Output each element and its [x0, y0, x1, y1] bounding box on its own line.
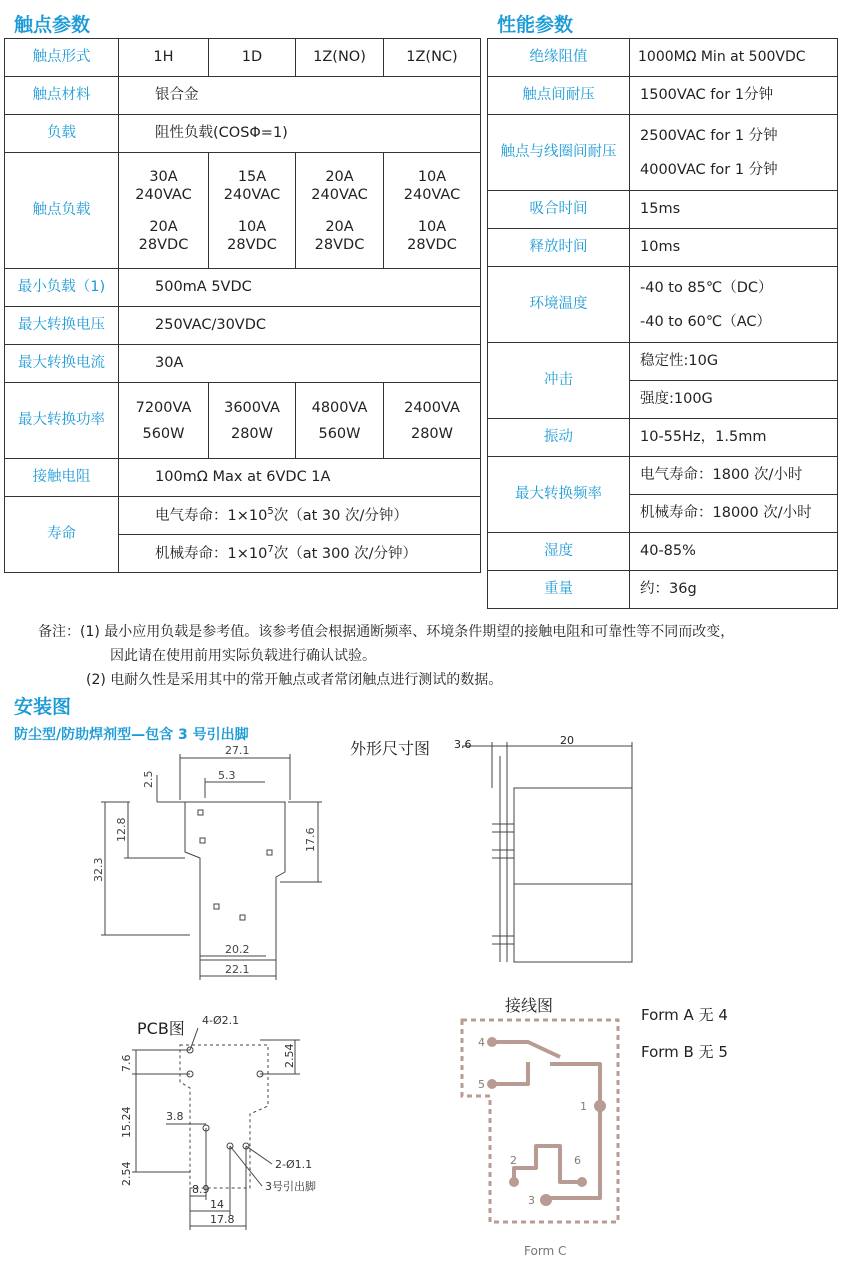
max-current-label: 最大转换电流 [5, 345, 119, 383]
temperature-line: -40 to 60℃（AC） [640, 313, 771, 330]
temperature-line: -40 to 85℃（DC） [640, 279, 773, 296]
dim-17-6: 17.6 [304, 827, 317, 852]
pin-6-label: 6 [574, 1154, 581, 1167]
coil-withstand-line: 2500VAC for 1 分钟 [640, 127, 778, 144]
max-power-va: 4800VA [311, 399, 368, 416]
form-a-note: Form A 无 4 [641, 1006, 728, 1024]
dim-8-9: 8.9 [192, 1183, 210, 1196]
table-row [5, 39, 481, 77]
max-current-value: 30A [119, 345, 481, 383]
table-row [5, 115, 481, 153]
dim-2-54-b: 2.54 [120, 1161, 133, 1186]
contact-load-voltage: 240VAC [403, 186, 461, 203]
contact-load-cell [296, 153, 384, 269]
temperature-value [630, 267, 838, 343]
pin-4-pad [487, 1037, 497, 1047]
pin-4-label: 4 [478, 1036, 485, 1049]
outline-title: 外形尺寸图 [350, 739, 431, 758]
dim-32-3: 32.3 [92, 857, 105, 882]
contact-load-current: 10A [237, 218, 267, 235]
contact-load-voltage: 28VDC [227, 236, 277, 253]
max-power-w: 560W [142, 425, 185, 442]
contact-form-value: 1Z(NO) [296, 39, 384, 77]
max-voltage-value: 250VAC/30VDC [119, 307, 481, 345]
pcb-title: PCB图 [137, 1019, 185, 1038]
coil-withstand-value [630, 115, 838, 191]
contact-resistance-value: 100mΩ Max at 6VDC 1A [119, 459, 481, 497]
max-power-va: 2400VA [404, 399, 460, 416]
max-power-va: 7200VA [135, 399, 192, 416]
life-label: 寿命 [5, 497, 119, 573]
max-power-va: 3600VA [224, 399, 280, 416]
pcb-outline [180, 1045, 268, 1188]
contact-resistance-label: 接触电阻 [5, 459, 119, 497]
coil-withstand-line: 4000VAC for 1 分钟 [640, 161, 778, 178]
pin-2-pad [509, 1177, 519, 1187]
contact-load-label: 触点负载 [5, 153, 119, 269]
shock-stability-value: 稳定性:10G [630, 343, 838, 381]
max-power-cell [119, 383, 209, 459]
humidity-value: 40-85% [630, 533, 838, 571]
load-label: 负载 [5, 115, 119, 153]
table-row [488, 533, 838, 571]
pin-1-label: 1 [580, 1100, 587, 1113]
dim-20-2: 20.2 [225, 943, 250, 956]
shock-label: 冲击 [488, 343, 630, 419]
table-row [5, 269, 481, 307]
wiring-outline [462, 1020, 618, 1222]
note-line-3: (2) 电耐久性是采用其中的常开触点或者常闭触点进行测试的数据。 [86, 672, 503, 688]
contact-load-current: 10A [417, 168, 447, 185]
table-row [488, 343, 838, 381]
pin-6-pad [577, 1177, 587, 1187]
dim-3-6: 3.6 [454, 738, 472, 751]
electrical-life-value [119, 497, 481, 535]
table-row [5, 497, 481, 535]
temperature-label: 环境温度 [488, 267, 630, 343]
dim-14: 14 [210, 1198, 224, 1211]
contact-load-voltage: 240VAC [135, 186, 192, 203]
contact-form-value: 1H [119, 39, 209, 77]
max-power-w: 280W [410, 425, 453, 442]
dim-17-8: 17.8 [210, 1213, 235, 1226]
insulation-label: 绝缘阻值 [488, 39, 630, 77]
release-time-value: 10ms [630, 229, 838, 267]
table-row [5, 77, 481, 115]
contact-load-voltage: 240VAC [223, 186, 281, 203]
operate-time-value: 15ms [630, 191, 838, 229]
max-power-w: 560W [318, 425, 361, 442]
table-row [5, 383, 481, 459]
electrical-life-prefix: 电气寿命：1×10 [155, 507, 268, 524]
note-line-2: 因此请在使用前用实际负载进行确认试验。 [110, 648, 376, 664]
contact-load-voltage: 28VDC [314, 236, 365, 253]
table-row [488, 571, 838, 609]
mechanical-life-value [119, 535, 481, 573]
dim-7-6: 7.6 [120, 1054, 133, 1072]
operate-time-label: 吸合时间 [488, 191, 630, 229]
table-row [488, 229, 838, 267]
max-power-cell [209, 383, 296, 459]
note-line-1: 备注：(1) 最小应用负载是参考值。该参考值会根据通断频率、环境条件期望的接触电阻和可靠性等不同而改变， [38, 624, 735, 640]
form-b-note: Form B 无 5 [641, 1043, 728, 1061]
shock-strength-value: 强度:100G [630, 381, 838, 419]
dim-12-8: 12.8 [115, 817, 128, 842]
performance-section-title: 性能参数 [497, 14, 574, 36]
performance-params-table [487, 38, 838, 609]
notes [38, 620, 734, 692]
contact-load-current: 20A [325, 168, 354, 185]
max-freq-label: 最大转换频率 [488, 457, 630, 533]
dim-27-1: 27.1 [225, 744, 250, 757]
pin-5-label: 5 [478, 1078, 485, 1091]
load-value: 阻性负载(COSΦ=1) [119, 115, 481, 153]
max-freq-mechanical-value: 机械寿命：18000 次/小时 [630, 495, 838, 533]
dim-hole-2-1: 4-Ø2.1 [202, 1014, 240, 1027]
table-row [5, 345, 481, 383]
table-row [488, 191, 838, 229]
contact-load-current: 20A [325, 218, 354, 235]
table-row [488, 457, 838, 495]
pin-5-pad [487, 1079, 497, 1089]
weight-value: 约：36g [630, 571, 838, 609]
humidity-label: 湿度 [488, 533, 630, 571]
dim-2-54: 2.54 [283, 1043, 296, 1068]
contact-material-value: 银合金 [119, 77, 481, 115]
dim-2-5: 2.5 [142, 770, 155, 788]
electrical-life-exponent: 5 [267, 506, 274, 518]
max-power-cell [384, 383, 481, 459]
mechanical-life-suffix: 次（at 300 次/分钟） [273, 545, 418, 562]
contact-form-value: 1Z(NC) [384, 39, 481, 77]
pin-3-note: 3号引出脚 [265, 1180, 316, 1193]
contact-load-cell [384, 153, 481, 269]
dim-3-8: 3.8 [166, 1110, 184, 1123]
top-view-drawing [90, 740, 350, 990]
contact-load-current: 15A [237, 168, 267, 185]
dim-5-3: 5.3 [218, 769, 236, 782]
relay-side-body [514, 788, 632, 962]
dim-20: 20 [560, 736, 574, 747]
table-row [5, 459, 481, 497]
contact-load-cell [209, 153, 296, 269]
release-time-label: 释放时间 [488, 229, 630, 267]
pcb-drawing [110, 1010, 350, 1235]
dim-hole-1-1: 2-Ø1.1 [275, 1158, 313, 1171]
table-row [488, 267, 838, 343]
contact-withstand-value: 1500VAC for 1分钟 [630, 77, 838, 115]
contact-load-cell [119, 153, 209, 269]
max-power-cell [296, 383, 384, 459]
contact-load-current: 10A [417, 218, 447, 235]
vibration-label: 振动 [488, 419, 630, 457]
pin-3-label: 3 [528, 1194, 535, 1207]
pin-2-label: 2 [510, 1154, 517, 1167]
table-row [488, 115, 838, 191]
contact-withstand-label: 触点间耐压 [488, 77, 630, 115]
table-row [488, 39, 838, 77]
table-row [5, 307, 481, 345]
contact-form-value: 1D [209, 39, 296, 77]
contact-load-voltage: 240VAC [311, 186, 368, 203]
relay-outline [185, 802, 285, 960]
contact-load-current: 30A [149, 168, 178, 185]
contact-load-voltage: 28VDC [138, 236, 189, 253]
install-title: 安装图 [14, 696, 72, 718]
contact-section-title: 触点参数 [14, 14, 91, 36]
install-subtitle: 防尘型/防助焊剂型—包含 3 号引出脚 [14, 727, 249, 743]
wiring-diagram [450, 1012, 630, 1262]
contact-form-label: 触点形式 [5, 39, 119, 77]
side-view-drawing [452, 736, 642, 968]
min-load-value: 500mA 5VDC [119, 269, 481, 307]
mechanical-life-exponent: 7 [267, 544, 274, 556]
weight-label: 重量 [488, 571, 630, 609]
insulation-value: 1000MΩ Min at 500VDC [630, 39, 838, 77]
mechanical-life-prefix: 机械寿命：1×10 [155, 545, 268, 562]
contact-load-current: 20A [149, 218, 178, 235]
vibration-value: 10-55Hz，1.5mm [630, 419, 838, 457]
max-power-w: 280W [230, 425, 273, 442]
wiring-title: 接线图 [505, 996, 554, 1015]
pin-3-pad [540, 1194, 552, 1206]
contact-load-voltage: 28VDC [407, 236, 457, 253]
coil-withstand-label: 触点与线圈间耐压 [488, 115, 630, 191]
min-load-label: 最小负载（1) [5, 269, 119, 307]
contact-material-label: 触点材料 [5, 77, 119, 115]
dim-15-24: 15.24 [120, 1106, 133, 1138]
table-row [488, 77, 838, 115]
pin-1-pad [594, 1100, 606, 1112]
max-freq-electrical-value: 电气寿命：1800 次/小时 [630, 457, 838, 495]
table-row [488, 419, 838, 457]
max-power-label: 最大转换功率 [5, 383, 119, 459]
table-row [5, 153, 481, 269]
form-c-label: Form C [524, 1244, 567, 1258]
max-voltage-label: 最大转换电压 [5, 307, 119, 345]
electrical-life-suffix: 次（at 30 次/分钟） [273, 507, 408, 524]
dim-22-1: 22.1 [225, 963, 250, 976]
contact-params-table [4, 38, 481, 573]
